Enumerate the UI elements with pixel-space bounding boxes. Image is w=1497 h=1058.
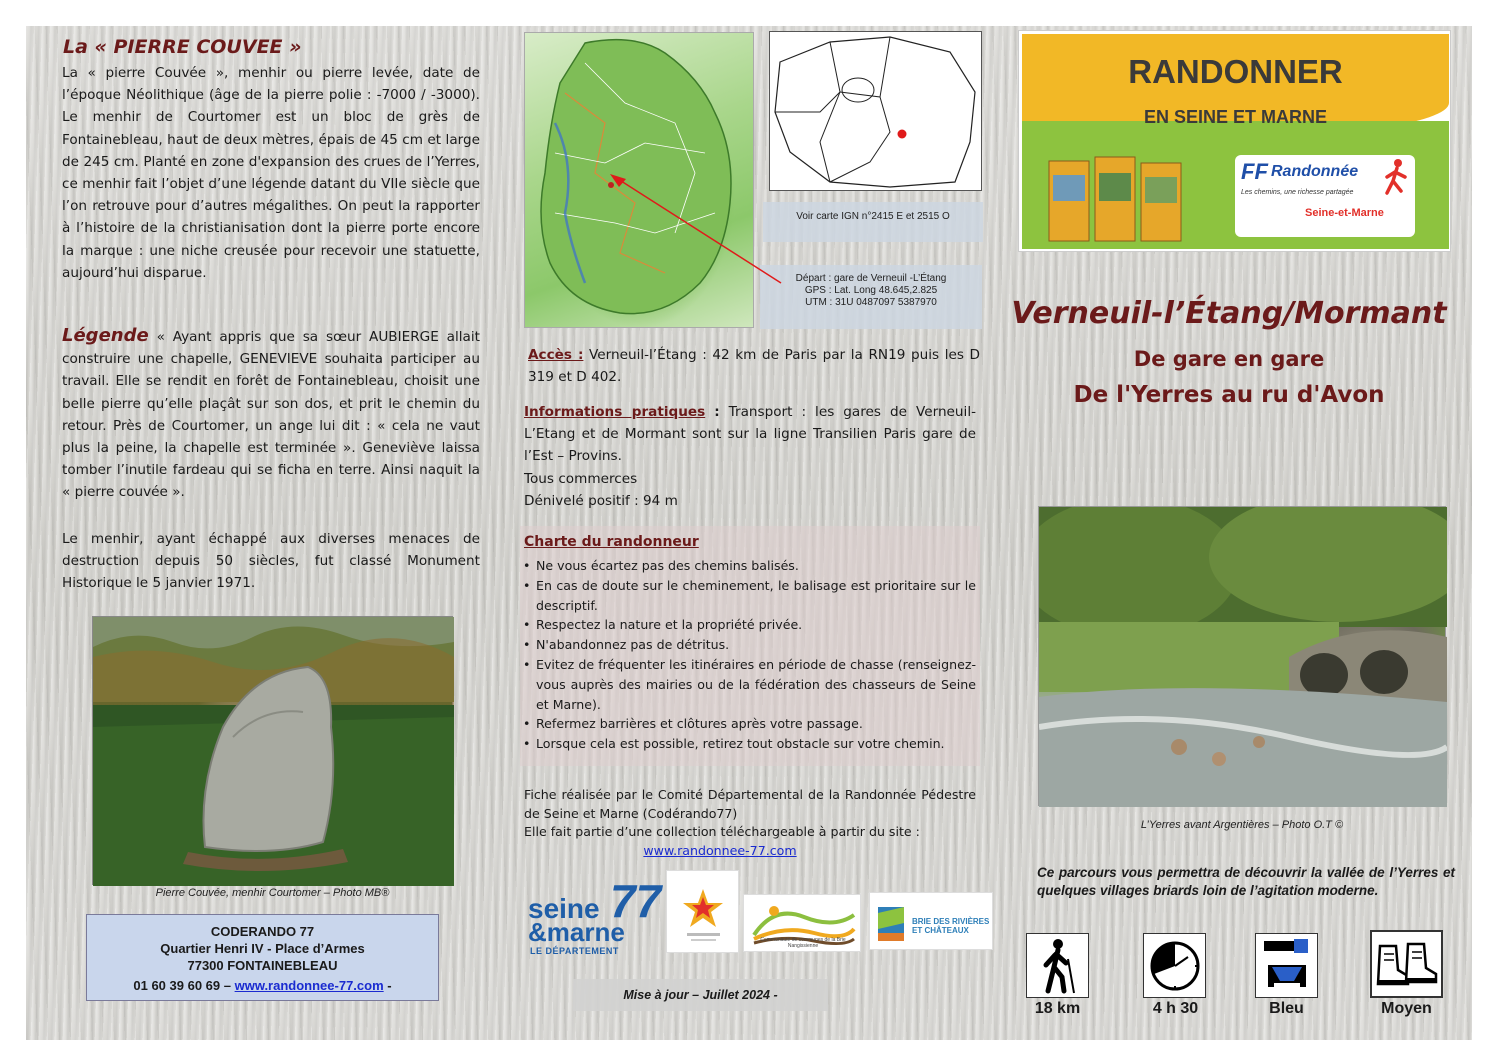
route-subtitle-stations: De gare en gare (1133, 347, 1325, 371)
hiker-icon (1036, 937, 1080, 995)
ffrandonnee-logo (1235, 155, 1415, 237)
update-date: Mise à jour – Juillet 2024 - (623, 988, 778, 1002)
charte-item: • Ne vous écartez pas des chemins balisés. (523, 556, 976, 576)
address-org: CODERANDO 77 (210, 924, 315, 939)
departure-utm: UTM : 31U 0487097 5387970 (805, 297, 937, 308)
practical-info-label: Informations pratiques (524, 404, 706, 420)
logo-77: 77 (610, 875, 662, 927)
address-street: Quartier Henri IV - Place d’Armes (160, 941, 365, 956)
practical-info-paragraph (524, 401, 976, 468)
route-subtitle-rivers: De l'Yerres au ru d'Avon (1073, 382, 1385, 408)
address-box (86, 914, 439, 1001)
ffr-slogan: Les chemins, une richesse partagée (1241, 189, 1354, 196)
charte-item: • Evitez de fréquenter les itinéraires en période de chasse (renseignez-vous auprès des mairies ou de la fédération des chasseurs de Seine et Marne). (523, 655, 976, 714)
logo-seine-text: seine (528, 893, 600, 924)
charte-item: • Refermez barrières et clôtures après votre passage. (523, 714, 976, 734)
ffr-walker-icon (1381, 157, 1411, 197)
charte-item: • N'abandonnez pas de détritus. (523, 635, 976, 655)
logo-marne-text: &marne (528, 917, 625, 947)
charte-list (523, 556, 976, 754)
river-photo-caption: L’Yerres avant Argentières – Photo O.T © (1140, 819, 1344, 831)
location-arrow (606, 171, 786, 291)
ffr-region: Seine-et-Marne (1305, 207, 1384, 219)
yerres-river-photo (1038, 506, 1446, 806)
brie-chateaux-logo (869, 892, 993, 950)
practical-info-shops: Tous commerces (524, 470, 638, 487)
practical-info-elevation: Dénivelé positif : 94 m (524, 492, 678, 509)
legend-text: « Ayant appris que sa sœur AUBIERGE allait construire une chapelle, GENEVIEVE souhaita participer au travail. Elle se rendit en forêt de Fontainebleau, choisit une belle pierre qu’elle plaçât sur son dos, et prit le chemin du retour. Près de Courtomer, un ange lui dit : « cela ne vaut plus la peine, la chapelle est terminée ». Geneviève laissa tomber l’inutile fardeau qui se ficha en terre. Ainsi naquit la « pierre couvée ». (62, 329, 480, 501)
address-phone: 01 60 39 60 69 – (133, 978, 231, 993)
departure-gps: GPS : Lat. Long 48.645,2.825 (804, 285, 938, 296)
stopwatch-icon (1148, 939, 1202, 993)
randonner-banner (1018, 30, 1451, 252)
charte-title: Charte du randonneur (524, 534, 699, 550)
banner-subtitle: EN SEINE ET MARNE (1143, 107, 1328, 127)
waymark-icon (1260, 937, 1314, 995)
distance-label: 18 km (1034, 1000, 1081, 1017)
charte-item: • Lorsque cela est possible, retirez tout obstacle sur votre chemin. (523, 734, 976, 754)
duration-label: 4 h 30 (1152, 1000, 1199, 1017)
ile-de-france-map (769, 31, 982, 191)
menhir-text: Le menhir, ayant échappé aux diverses menaces de destruction depuis 50 siècles, fut classé Monument Historique le 5 janvier 1971. (62, 531, 480, 592)
banner-title: RANDONNER (1128, 53, 1343, 90)
pierre-couvee-text: La « pierre Couvée », menhir ou pierre levée, date de l’époque Néolithique (âge de la pierre polie : -7000 / -3000). Le menhir de Courtomer est un bloc de grès de Fontainebleau, haut de deux mètres, épais de 45 cm et large de 245 cm. Planté en zone d'expansion des crues de l’Yerres, ce menhir fait l’objet d’une légende datant du VIIe siècle que l’on retrouve pour d’autres mégalithes. On peut la rapporter à l’histoire de la christianisation dont la pierre porte encore la marque : une niche creusée pour recevoir une statuette, aujourd’hui disparue. (62, 65, 480, 281)
credits-fiche: Fiche réalisée par le Comité Départemental de la Randonnée Pédestre de Seine et Marne (Codérando77) (524, 787, 976, 821)
ffr-randonnee: Randonnée (1271, 163, 1359, 180)
charte-item: • Respectez la nature et la propriété privée. (523, 615, 976, 635)
update-date-box (573, 979, 828, 1011)
brie-nangissienne-logo (743, 894, 861, 952)
brie-nangissienne-text: Communauté de communes de la Brie Nangissienne (760, 937, 846, 949)
practical-info-transport: Transport : les gares de Verneuil-L’Etang et de Mormant sont sur la ligne Transilien Paris gare de l’Est – Provins. (524, 404, 976, 465)
seine-et-marne-logo (526, 874, 662, 958)
address-contact (87, 977, 438, 994)
charte-item: • En cas de doute sur le cheminement, le balisage est prioritaire sur le descriptif. (523, 576, 976, 616)
credits-site-link[interactable]: www.randonnee-77.com (643, 842, 797, 858)
credits-block (524, 786, 976, 860)
practical-info (524, 401, 976, 512)
duration-icon-box (1143, 933, 1206, 998)
legend-title: Légende (62, 325, 149, 346)
departure-station: Départ : gare de Verneuil -L’Étang (795, 273, 947, 284)
address-trail: - (387, 978, 392, 993)
route-title: Verneuil-l’Étang/Mormant (1011, 296, 1447, 331)
departure-info-box (760, 265, 982, 329)
ile-de-france-illustration (770, 32, 983, 192)
route-description: Ce parcours vous permettra de découvrir la vallée de l’Yerres et quelques villages briards loin de l’agitation moderne. (1037, 865, 1455, 898)
charte-box (520, 526, 980, 766)
boots-icon (1374, 936, 1440, 992)
address-city: 77300 FONTAINEBLEAU (187, 958, 338, 973)
tourism-logo (666, 870, 739, 953)
distance-icon-box (1026, 933, 1089, 998)
guidebooks-icon (1047, 153, 1187, 249)
menhir-photo-caption: Pierre Couvée, menhir Courtomer – Photo MB® (155, 887, 390, 899)
credits-collection: Elle fait partie d’une collection téléchargeable à partir du site : (524, 824, 920, 839)
legend-paragraph (62, 325, 480, 504)
menhir-illustration (93, 617, 454, 886)
waymark-label: Bleu (1269, 1000, 1304, 1017)
waymark-icon-box (1255, 933, 1318, 998)
difficulty-label: Moyen (1381, 1000, 1432, 1017)
menhir-photo (92, 616, 453, 885)
access-paragraph (528, 344, 980, 388)
address-website-link[interactable]: www.randonnee-77.com (234, 978, 384, 993)
practical-info-colon: : (714, 404, 720, 420)
ign-map-note-box (763, 202, 983, 242)
river-illustration (1039, 507, 1447, 807)
difficulty-icon-box (1370, 930, 1443, 998)
brochure-page (26, 26, 1472, 1040)
pierre-couvee-title: La « PIERRE COUVEE » (63, 36, 302, 58)
logo-departement: LE DÉPARTEMENT (530, 946, 619, 956)
access-text: Verneuil-l’Étang : 42 km de Paris par la RN19 puis les D 319 et D 402. (528, 347, 980, 386)
ffr-letters: FF (1241, 159, 1268, 184)
star-icon (667, 871, 740, 954)
brie-chateaux-text: BRIE DES RIVIÈRES ET CHÂTEAUX (912, 917, 990, 935)
access-label: Accès : (528, 347, 584, 363)
ign-map-note: Voir carte IGN n°2415 E et 2515 O (796, 211, 950, 222)
